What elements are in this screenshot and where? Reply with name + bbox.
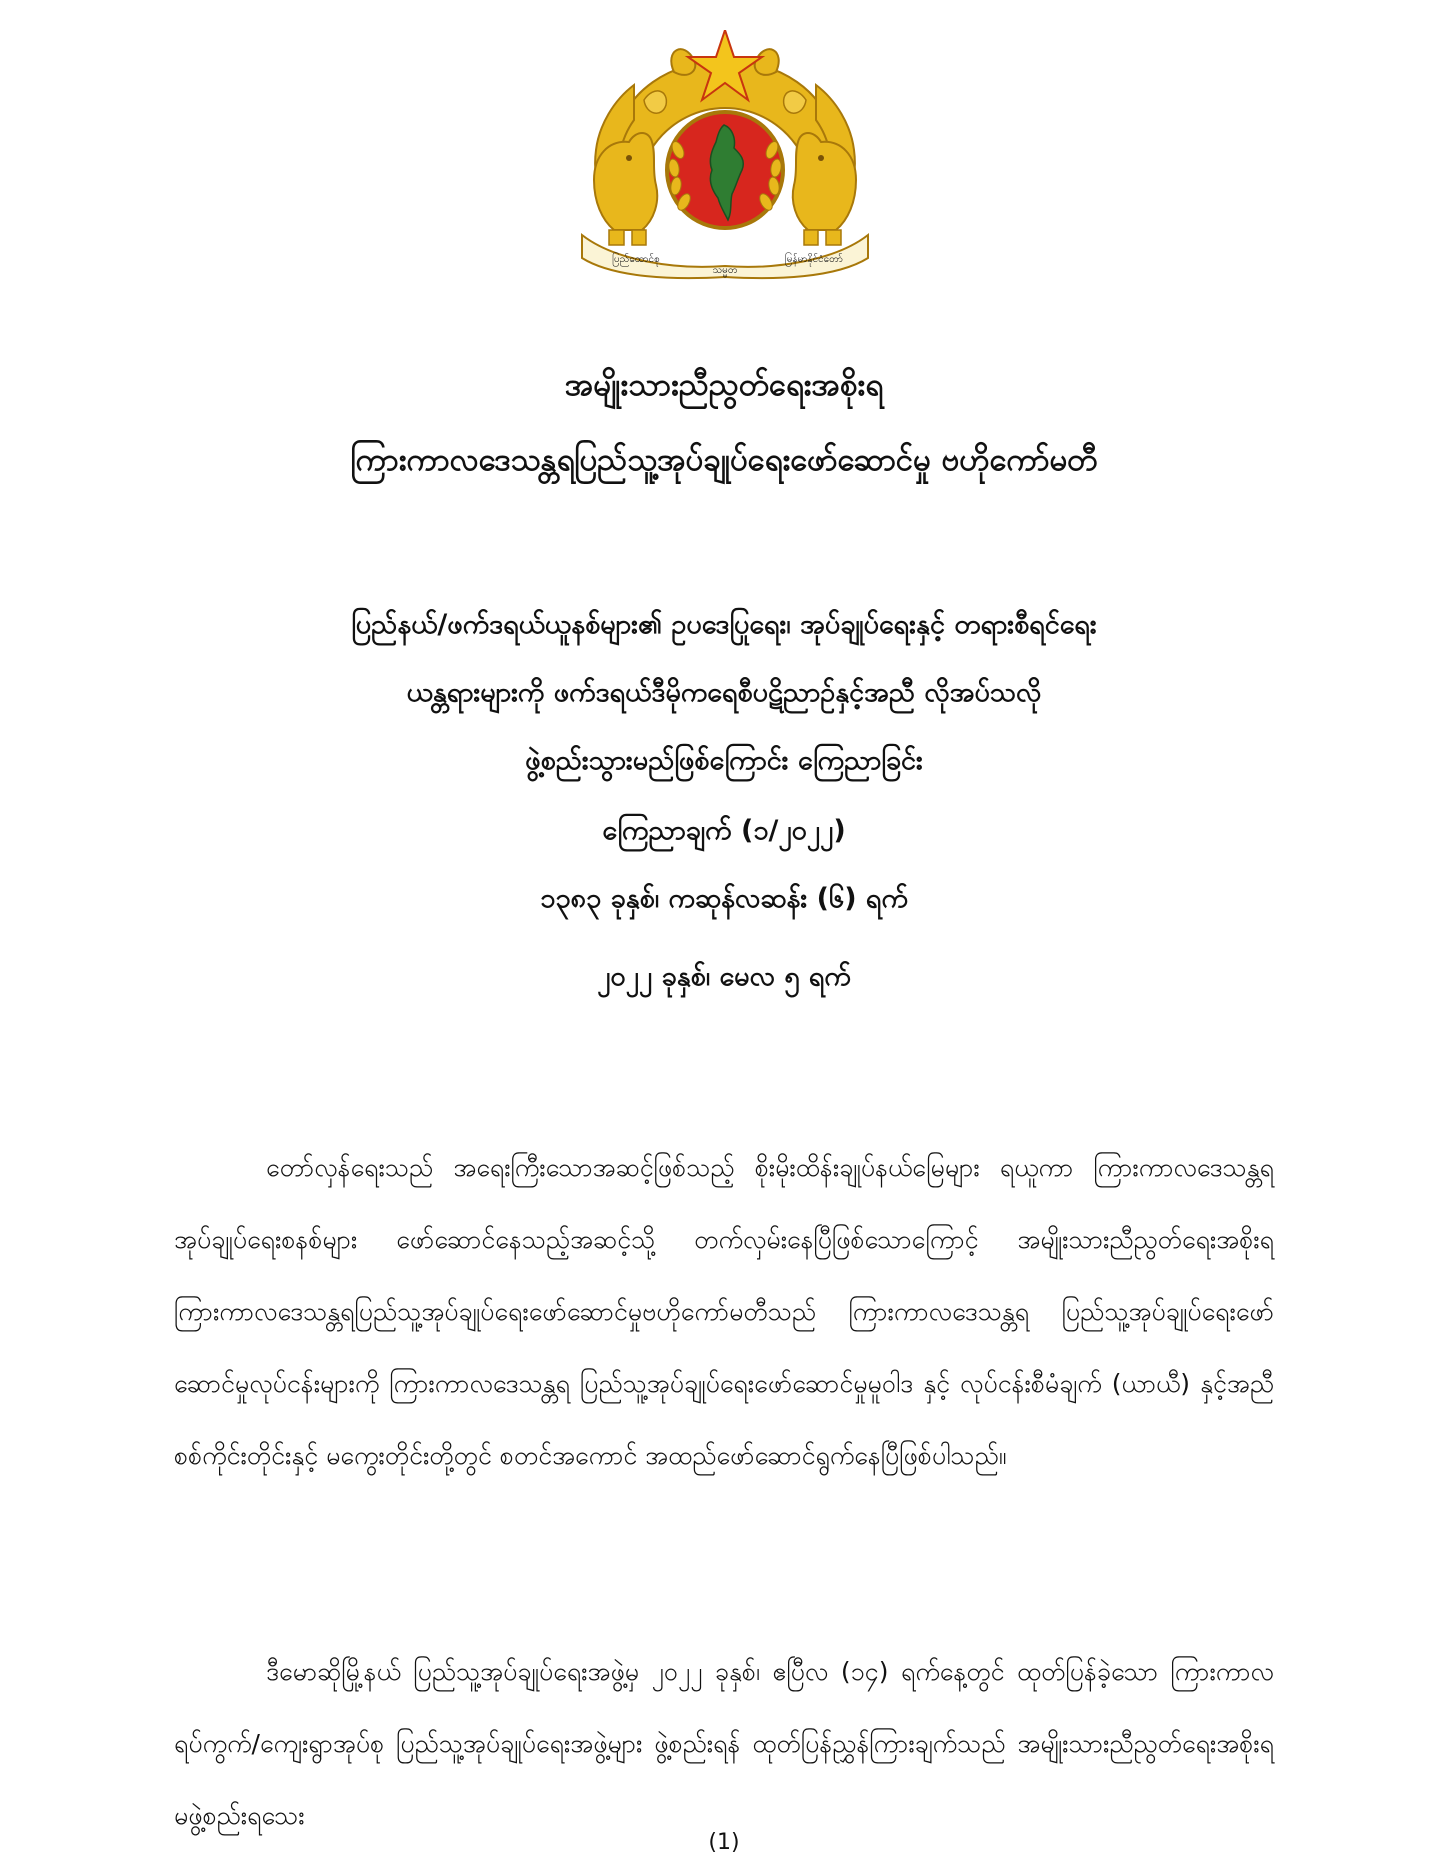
emblem-banner-right-text: မြန်မာနိုင်ငံတော်: [785, 254, 843, 265]
body-paragraph-2: ဒီမောဆိုမြို့နယ် ပြည်သူ့အုပ်ချုပ်ရေးအဖွဲ့မှ ၂၀၂၂ ခုနှစ်၊ ဧပြီလ (၁၄) ရက်နေ့တွင် ထုတ်ပြန်ခဲ့သော ကြားကာလ ရပ်ကွက်/ကျေးရွာအုပ်စု ပြည်သူ့အုပ်ချုပ်ရေးအဖွဲ့များ ဖွဲ့စည်းရန် ထုတ်ပြန်ညွှန်ကြားချက်သည် အမျိုးသားညီညွတ်ရေးအစိုးရ မဖွဲ့စည်းရသေး: [174, 1657, 1274, 1830]
announcement-number: ကြေညာချက် (၁/၂၀၂၂): [602, 815, 846, 846]
date-gregorian: ၂၀၂၂ ခုနှစ်၊ မေလ ၅ ရက်: [597, 961, 851, 992]
announcement-title-line-2: ယန္တရားများကို ဖက်ဒရယ်ဒီမိုကရေစီပဋိညာဉ်နှင့်အညီ လိုအပ်သလို: [406, 677, 1042, 708]
body-paragraph-1: တော်လှန်ရေးသည် အရေးကြီးသောအဆင့်ဖြစ်သည့် စိုးမိုးထိန်းချုပ်နယ်မြေများ ရယူကာ ကြားကာလဒေသန္တရအုပ်ချုပ်ရေးစနစ်များ ဖော်ဆောင်နေသည့်အဆင့်သို့ တက်လှမ်းနေပြီဖြစ်သောကြောင့် အမျိုးသားညီညွတ်ရေးအစိုးရ ကြားကာလဒေသန္တရပြည်သူ့အုပ်ချုပ်ရေးဖော်ဆောင်မှုဗဟိုကော်မတီသည် ကြားကာလဒေသန္တရ ပြည်သူ့အုပ်ချုပ်ရေးဖော်ဆောင်မှုလုပ်ငန်းများကို ကြားကာလဒေသန္တရ ပြည်သူ့အုပ်ချုပ်ရေးဖော်ဆောင်မှုမူဝါဒ နှင့် လုပ်ငန်းစီမံချက် (ယာယီ) နှင့်အညီ စစ်ကိုင်းတိုင်းနှင့် မကွေးတိုင်းတို့တွင် စတင်အကောင် အထည်ဖော်ဆောင်ရွက်နေပြီဖြစ်ပါသည်။: [174, 1153, 1274, 1470]
emblem-banner-center-text: သမ္မတ: [712, 265, 738, 276]
announcement-title-line-3: ဖွဲ့စည်းသွားမည်ဖြစ်ကြောင်း ကြေညာခြင်း: [525, 745, 923, 776]
org-name-line-2: ကြားကာလဒေသန္တရပြည်သူ့အုပ်ချုပ်ရေးဖော်ဆောင်မှု ဗဟိုကော်မတီ: [350, 442, 1098, 478]
org-name-line-1: အမျိုးသားညီညွတ်ရေးအစိုးရ: [564, 367, 884, 403]
emblem-banner-left-text: ပြည်ထောင်စု: [612, 254, 660, 265]
date-myanmar-calendar: ၁၃၈၃ ခုနှစ်၊ ကဆုန်လဆန်း (၆) ရက်: [540, 883, 908, 914]
state-seal-emblem: [574, 30, 876, 280]
announcement-title-line-1: ပြည်နယ်/ဖက်ဒရယ်ယူနစ်များ၏ ဥပဒေပြုရေး၊ အုပ်ချုပ်ရေးနှင့် တရားစီရင်ရေး: [351, 609, 1097, 640]
page-number: (1): [708, 1830, 740, 1855]
